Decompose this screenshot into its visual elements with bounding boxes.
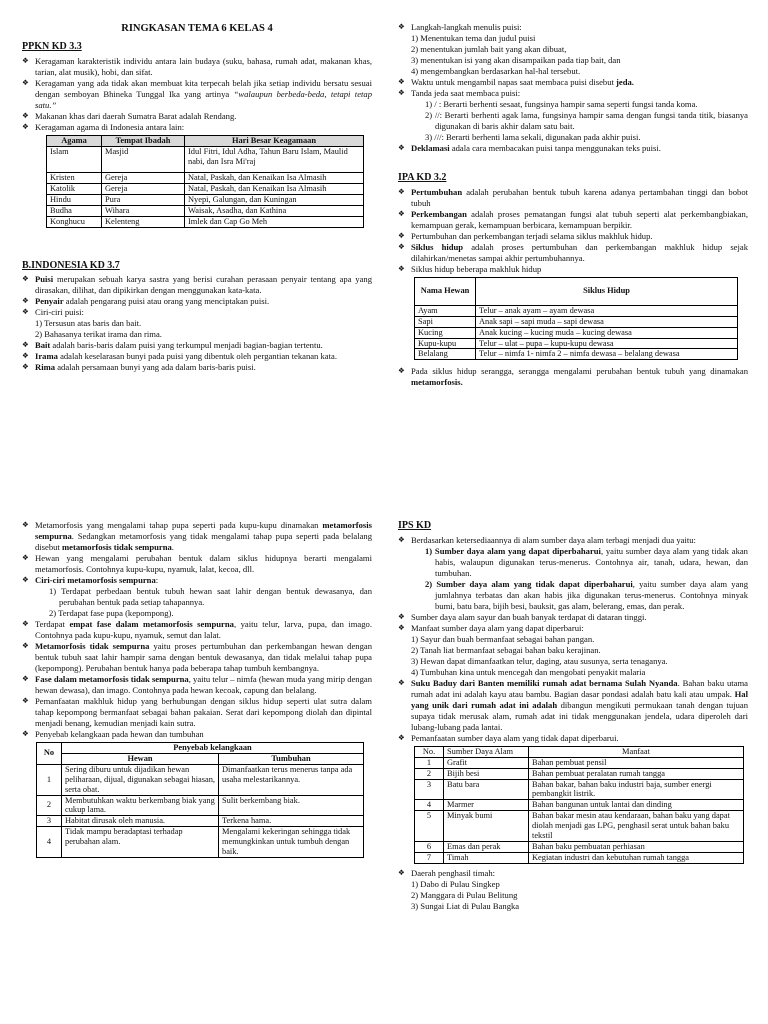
table-cell: Telur – anak ayam – ayam dewasa <box>476 305 738 316</box>
table-cell: 7 <box>415 852 444 863</box>
list-item <box>398 187 748 209</box>
definition: merupakan sebuah karya sastra yang berisi curahan perasaan penyair tentang apa yang dirasakan, dilihat, dan dipikirkan dengan menggunakan kata-kata. <box>35 274 372 296</box>
table-cell: Sapi <box>415 316 476 327</box>
list-item <box>22 553 372 575</box>
list-item <box>22 696 372 729</box>
sda-item <box>411 546 748 579</box>
table-cell: Kucing <box>415 327 476 338</box>
definition: adalah proses pematangan fungsi alat tubuh seperti alat perkembangbiakan, kemampuan gerak, kemampuan berbicara, kemampuan berpikir. <box>411 208 748 230</box>
table-row <box>47 205 364 216</box>
table-row <box>415 768 744 779</box>
list-item <box>22 729 372 740</box>
list-item <box>398 77 748 88</box>
table-cell: Kupu-kupu <box>415 338 476 349</box>
religion-table <box>46 135 364 227</box>
daerah-item: 2) Manggara di Pulau Belitung <box>411 889 518 900</box>
table-row <box>37 764 364 795</box>
sda-table-wrap <box>414 746 748 864</box>
table-row <box>415 327 738 338</box>
table-cell: 4 <box>415 800 444 811</box>
table-row <box>47 194 364 205</box>
table-cell: 1 <box>415 757 444 768</box>
table-cell: Tidak mampu beradaptasi terhadap perubahan alam. <box>62 827 219 858</box>
definition: adalah keselarasan bunyi pada puisi yang dibentuk oleh pergantian tekanan kata. <box>57 351 337 362</box>
table-cell: Anak kucing – kucing muda – kucing dewasa <box>476 327 738 338</box>
ips-heading: IPS KD <box>398 520 432 531</box>
table-cell: Belalang <box>415 349 476 360</box>
table-header: Sumber Daya Alam <box>444 746 529 757</box>
motto-text: “walaupun berbeda-beda, tetapi tetap satu.” <box>35 89 372 111</box>
table-header: Hewan <box>62 753 219 764</box>
term: metamorfosis sempurna <box>35 520 372 541</box>
term: Puisi <box>35 274 54 285</box>
text: Penyebab kelangkaan pada hewan dan tumbuhan <box>35 729 204 739</box>
table-cell: Bahan bakar mesin atau kendaraan, bahan baku yang dapat diolah menjadi gas LPG, penghasil serat untuk bahan baku tekstil <box>529 811 744 842</box>
definition: adalah perubahan bentuk tubuh karena adanya pertambahan tinggi dan bobot tubuh <box>411 186 748 208</box>
term: metamorfosis tidak sempurna <box>61 542 172 552</box>
table-cell: 3 <box>415 779 444 800</box>
term: 1) Sumber daya alam yang dapat diperbaharui <box>425 545 601 556</box>
text: : <box>155 575 159 585</box>
list-item <box>22 641 372 674</box>
definition: adalah proses pertumbuhan dan perkembangan makhluk hidup sejak dilahirkan/menetas sampai akhir pertumbuhannya. <box>411 241 748 263</box>
list-item <box>22 674 372 696</box>
text: . Sedangkan metamorfosis yang tidak mengalami tahap pupa seperti pada belalang disebut <box>35 531 372 552</box>
ppkn-heading: PPKN KD 3.3 <box>22 41 82 53</box>
table-row <box>415 757 744 768</box>
table-row <box>47 173 364 184</box>
table-row <box>415 852 744 863</box>
list-item <box>398 678 748 733</box>
text: . <box>171 542 174 552</box>
table-cell: Islam <box>47 147 102 173</box>
list-item <box>22 307 372 340</box>
table-cell: 2 <box>415 768 444 779</box>
text: Berdasarkan ketersediaannya di alam sumber daya alam terbagi menjadi dua yaitu: <box>411 534 696 545</box>
text: dibangun mengikuti permukaan tanah dengan tujuan supaya tidak merusak alam, rumah adat ini tidak menggunakan jendela, udara diperoleh dari lubang-lubang pada lantai. <box>411 699 748 732</box>
table-cell: Hindu <box>47 194 102 205</box>
ciri-heading: Ciri-ciri puisi: <box>35 307 84 318</box>
list-item <box>398 22 748 77</box>
term: metamorfosis. <box>411 377 463 388</box>
table-row <box>47 216 364 227</box>
list-item <box>398 535 748 612</box>
list-item <box>398 143 748 154</box>
table-header: No. <box>415 746 444 757</box>
ipa-heading: IPA KD 3.2 <box>398 172 447 183</box>
term: 2) Sumber daya alam yang tidak dapat diperbaharui <box>425 578 633 589</box>
bindo-heading: B.INDONESIA KD 3.7 <box>22 259 120 271</box>
list-item <box>398 612 748 623</box>
definition: adalah persamaan bunyi yang ada dalam baris-baris puisi. <box>55 362 256 373</box>
table-cell: Telur – nimfa 1- nimfa 2 – nimfa dewasa – belalang dewasa <box>476 349 738 360</box>
table-cell: Bahan baku pembuatan perhiasan <box>529 841 744 852</box>
table-header: Penyebab kelangkaan <box>62 743 364 754</box>
sda-item <box>411 579 748 612</box>
table-cell: Terkena hama. <box>219 816 364 827</box>
table-cell: 2 <box>37 795 62 816</box>
table-row <box>415 349 738 360</box>
ppkn-point: Keragaman karakteristik individu antara lain budaya (suku, bahasa, rumah adat, makanan khas, tarian, alat musik), hobi, dan sifat. <box>35 56 372 78</box>
tanda-heading: Tanda jeda saat membaca puisi: <box>411 88 521 98</box>
langkah-item: 1) Menentukan tema dan judul puisi <box>411 33 536 43</box>
table-cell: Budha <box>47 205 102 216</box>
ppkn-point: Makanan khas dari daerah Sumatra Barat adalah Rendang. <box>35 111 237 122</box>
list-item <box>398 88 748 143</box>
ipa-list <box>398 187 748 275</box>
term: Bait <box>35 340 51 351</box>
term: Rima <box>35 362 56 373</box>
text: . Bahan baku utama rumah adat ini adalah kayu atau bambu. Bagian dasar pondasi adalah batu kali atau umpak. <box>411 677 748 699</box>
text: Manfaat sumber daya alam yang dapat diperbarui: <box>411 622 584 633</box>
manfaat-item: 1) Sayur dan buah bermanfaat sebagai bahan pangan. <box>411 633 595 644</box>
manfaat-item: 4) Tumbuhan kina untuk mencegah dan mengobati penyakit malaria <box>411 666 646 677</box>
manfaat-item: 3) Hewan dapat dimanfaatkan telur, daging, atau susunya, serta tenaganya. <box>411 655 668 666</box>
text: Pemanfaatan sumber daya alam yang tidak dapat diperbarui. <box>411 732 619 743</box>
table-cell: Timah <box>444 852 529 863</box>
langkah-item: 3) menentukan isi yang akan disampaikan pada tiap bait, dan <box>411 55 621 65</box>
table-cell: Telur – ulat – pupa – kupu-kupu dewasa <box>476 338 738 349</box>
text: Pemanfaatan makhluk hidup yang berhubungan dengan siklus hidup seperti ulat sutra dalam tahap kepompong bermanfaat sebagai bahan pakaian. Serat dari kepompong diolah dan dipintal menjadi benang, kemudian menjadi kain sutra. <box>35 696 372 728</box>
table-header: Manfaat <box>529 746 744 757</box>
ppkn-point: Keragaman agama di Indonesia antara lain: <box>35 122 185 133</box>
ipa-point: Pada siklus hidup serangga, serangga mengalami perubahan bentuk tubuh yang dinamakan <box>411 366 748 377</box>
definition: adalah baris-baris dalam puisi yang terkumpul menjadi bagian-bagian tertentu. <box>50 340 323 351</box>
table-header: Hari Besar Keagamaan <box>185 136 364 147</box>
table-cell: Bahan pembuat peralatan rumah tangga <box>529 768 744 779</box>
term: Pertumbuhan <box>411 186 463 197</box>
table-header: No <box>37 743 62 765</box>
ciri-item: 1) Terdapat perbedaan bentuk tubuh hewan saat lahir dengan bentuk dewasanya, dan perubahan bentuk pada setiap tahapannya. <box>49 586 372 607</box>
daerah-item: 1) Dabo di Pulau Singkep <box>411 878 500 889</box>
list-item <box>22 619 372 641</box>
table-cell: Kelenteng <box>102 216 185 227</box>
table-cell: 1 <box>37 764 62 795</box>
table-cell: Emas dan perak <box>444 841 529 852</box>
ipa-point: Siklus hidup beberapa makhluk hidup <box>411 263 542 274</box>
list-item <box>22 56 372 78</box>
table-cell: Ayam <box>415 305 476 316</box>
metamorfosis-list <box>22 520 372 740</box>
table-header: Siklus Hidup <box>476 277 738 305</box>
list-item <box>22 111 372 122</box>
table-header: Agama <box>47 136 102 147</box>
sda-table <box>414 746 744 864</box>
table-header: Tempat Ibadah <box>102 136 185 147</box>
langkah-heading: Langkah-langkah menulis puisi: <box>411 22 522 32</box>
table-cell: Pura <box>102 194 185 205</box>
kelangkaan-table <box>36 742 364 858</box>
table-cell: 5 <box>415 811 444 842</box>
kelangkaan-table-wrap <box>36 742 372 858</box>
tanda-item: 3) ///: Berarti berhenti lama sekali, digunakan pada akhir puisi. <box>425 132 641 142</box>
table-cell: Minyak bumi <box>444 811 529 842</box>
ppkn-list <box>22 56 372 133</box>
table-cell: Natal, Paskah, dan Kenaikan Isa Almasih <box>185 184 364 195</box>
section-ppkn-bindo <box>22 22 372 373</box>
table-cell: Bahan pembuat pensil <box>529 757 744 768</box>
list-item <box>398 733 748 744</box>
list-item <box>22 274 372 296</box>
text: Hewan yang mengalami perubahan bentuk dalam siklus hidupnya berarti mengalami metamorfosis. Contohnya kupu-kupu, nyamuk, lalat, kecoa, dll. <box>35 553 372 574</box>
definition: adala cara membacakan puisi tanpa menggunakan teks puisi. <box>449 143 661 153</box>
table-cell: Kegiatan industri dan kebutuhan rumah tangga <box>529 852 744 863</box>
table-cell: 4 <box>37 827 62 858</box>
table-cell: Nyepi, Galungan, dan Kuningan <box>185 194 364 205</box>
puisi-list <box>398 22 748 154</box>
table-cell: Marmer <box>444 800 529 811</box>
term: Metamorfosis tidak sempurna <box>35 641 150 651</box>
langkah-item: 2) menentukan jumlah bait yang akan dibuat, <box>411 44 567 54</box>
table-row <box>415 800 744 811</box>
text: Metamorfosis yang mengalami tahap pupa seperti pada kupu-kupu dinamakan <box>35 520 323 530</box>
term: empat fase dalam metamorfosis sempurna <box>69 619 234 629</box>
timah-list <box>398 868 748 912</box>
table-cell: Mengalami kekeringan sehingga tidak memungkinkan untuk tumbuh dengan baik. <box>219 827 364 858</box>
term: Perkembangan <box>411 208 467 219</box>
list-item <box>22 362 372 373</box>
list-item <box>22 340 372 351</box>
definition: , yaitu telur – nimfa (hewan muda yang mirip dengan hewan dewasa), dan imago. Contohnya pada hewan kecoak, capung dan belalang. <box>35 674 373 695</box>
definition: , yaitu sumber daya alam yang tidak akan habis, walaupun digunakan terus-menerus. Contohnya air, tanah, udara, hewan, dan tumbuhan. <box>435 545 748 578</box>
text: Daerah penghasil timah: <box>411 867 495 878</box>
section-puisi-ipa <box>398 22 748 388</box>
religion-table-wrap <box>46 135 372 227</box>
manfaat-item: 2) Tanah liat bermanfaat sebagai bahan baku kerajinan. <box>411 644 601 655</box>
list-item <box>22 351 372 362</box>
table-cell: Natal, Paskah, dan Kenaikan Isa Almasih <box>185 173 364 184</box>
table-row <box>415 811 744 842</box>
list-item <box>22 122 372 133</box>
table-cell: Imlek dan Cap Go Meh <box>185 216 364 227</box>
table-cell: Grafit <box>444 757 529 768</box>
table-cell: Bahan bakar, bahan baku industri baja, sumber energi pembangkit listrik. <box>529 779 744 800</box>
term: Ciri-ciri metamorfosis sempurna <box>35 575 156 585</box>
table-row <box>415 779 744 800</box>
list-item <box>398 366 748 388</box>
table-row <box>415 316 738 327</box>
term: Siklus hidup <box>411 241 464 252</box>
table-row <box>47 147 364 173</box>
ipa-list-2 <box>398 366 748 388</box>
table-header: Nama Hewan <box>415 277 476 305</box>
list-item <box>398 242 748 264</box>
section-ips <box>398 520 748 912</box>
table-cell: Wihara <box>102 205 185 216</box>
table-cell: Konghucu <box>47 216 102 227</box>
text: Terdapat <box>35 619 70 629</box>
tanda-item: 2) //: Berarti berhenti agak lama, fungsinya hampir sama dengan fungsi tanda titik, biasanya digunakan di baris akhir dalam satu bait. <box>425 110 748 131</box>
table-cell: Habitat dirusak oleh manusia. <box>62 816 219 827</box>
table-cell: Kristen <box>47 173 102 184</box>
table-cell: Sering diburu untuk dijadikan hewan peliharaan, dijual, digunakan sebagai hiasan, serta obat. <box>62 764 219 795</box>
list-item <box>398 868 748 912</box>
list-item <box>22 520 372 553</box>
table-cell: Dimanfaatkan terus menerus tanpa ada usaha melestarikannya. <box>219 764 364 795</box>
tanda-item: 1) / : Berarti berhenti sesaat, fungsinya hampir sama seperti fungsi tanda koma. <box>425 99 698 109</box>
list-item <box>22 296 372 307</box>
definition: , yaitu sumber daya alam yang jumlahnya terbatas dan akan habis jika digunakan terus-menerus. Contohnya minyak bumi, batu bara, bijih besi, bauksit, gas alam, belerang, emas, dan perak. <box>435 578 748 611</box>
term: jeda. <box>616 77 634 87</box>
ciri-item: 1) Tersusun atas baris dan bait. <box>35 318 142 329</box>
table-cell: Anak sapi – sapi muda – sapi dewasa <box>476 316 738 327</box>
jeda-text: Waktu untuk mengambil napas saat membaca puisi disebut <box>411 77 617 87</box>
table-cell: Gereja <box>102 184 185 195</box>
table-cell: Katolik <box>47 184 102 195</box>
definition: adalah pengarang puisi atau orang yang menciptakan puisi. <box>63 296 270 307</box>
table-row <box>37 827 364 858</box>
table-cell: Bijih besi <box>444 768 529 779</box>
siklus-table <box>414 277 738 361</box>
table-cell: 6 <box>415 841 444 852</box>
term: Penyair <box>35 296 64 307</box>
table-header: Tumbuhan <box>219 753 364 764</box>
ciri-item: 2) Terdapat fase pupa (kepompong). <box>49 608 174 618</box>
table-cell: Sulit berkembang biak. <box>219 795 364 816</box>
term: Fase dalam metamorfosis tidak sempurna <box>35 674 189 684</box>
text: Sumber daya alam sayur dan buah banyak terdapat di dataran tinggi. <box>411 611 647 622</box>
table-cell: Membutuhkan waktu berkembang biak yang cukup lama. <box>62 795 219 816</box>
table-row <box>415 305 738 316</box>
table-cell: 3 <box>37 816 62 827</box>
table-cell: Masjid <box>102 147 185 173</box>
ciri-item: 2) Bahasanya terikat irama dan rima. <box>35 329 162 340</box>
table-row <box>37 816 364 827</box>
table-row <box>47 184 364 195</box>
table-row <box>415 841 744 852</box>
term: Suku Baduy dari Banten memiliki rumah adat bernama Sulah Nyanda <box>411 677 678 688</box>
siklus-table-wrap <box>414 277 748 361</box>
daerah-item: 3) Sungai Liat di Pulau Bangka <box>411 900 520 911</box>
list-item <box>398 231 748 242</box>
table-cell: Bahan bangunan untuk lantai dan dinding <box>529 800 744 811</box>
list-item <box>398 623 748 678</box>
bindo-list <box>22 274 372 373</box>
table-cell: Gereja <box>102 173 185 184</box>
text: , yaitu telur, larva, pupa, dan imago. Contohnya pada kupu-kupu, nyamuk, semut dan lalat. <box>35 619 372 640</box>
ppkn-point: Keragaman yang ada tidak akan membuat kita terpecah belah jika setiap individu bersatu sesuai dengan semboyan Bhineka Tunggal Ika yang artinya <box>35 78 372 100</box>
list-item <box>398 264 748 275</box>
term: Deklamasi <box>411 143 450 153</box>
term: Irama <box>35 351 58 362</box>
list-item <box>22 78 372 111</box>
table-cell: Waisak, Asadha, dan Kathina <box>185 205 364 216</box>
ips-list <box>398 535 748 744</box>
langkah-item: 4) mengembangkan berdasarkan hal-hal tersebut. <box>411 66 581 76</box>
ipa-point: Pertumbuhan dan perkembangan terjadi selama siklus makhluk hidup. <box>411 230 653 241</box>
table-cell: Batu bara <box>444 779 529 800</box>
list-item <box>398 209 748 231</box>
term: Hal yang unik dari rumah adat ini adalah <box>411 688 748 710</box>
table-cell: Idul Fitri, Idul Adha, Tahun Baru Islam, Maulid nabi, dan Isra Mi'raj <box>185 147 364 173</box>
section-metamorfosis <box>22 520 372 862</box>
table-row <box>37 795 364 816</box>
definition: yaitu proses pertumbuhan dan perkembangan hewan dengan bentuk tubuh saat lahir hampir sama dengan bentuk dewasanya, dan tidak melalui tahap pupa (kepompong). Perubahan bentuk hanya pada beberapa tahap tumbuh kembangnya. <box>35 641 372 673</box>
list-item <box>22 575 372 619</box>
page-title: RINGKASAN TEMA 6 KELAS 4 <box>121 23 273 34</box>
table-row <box>415 338 738 349</box>
